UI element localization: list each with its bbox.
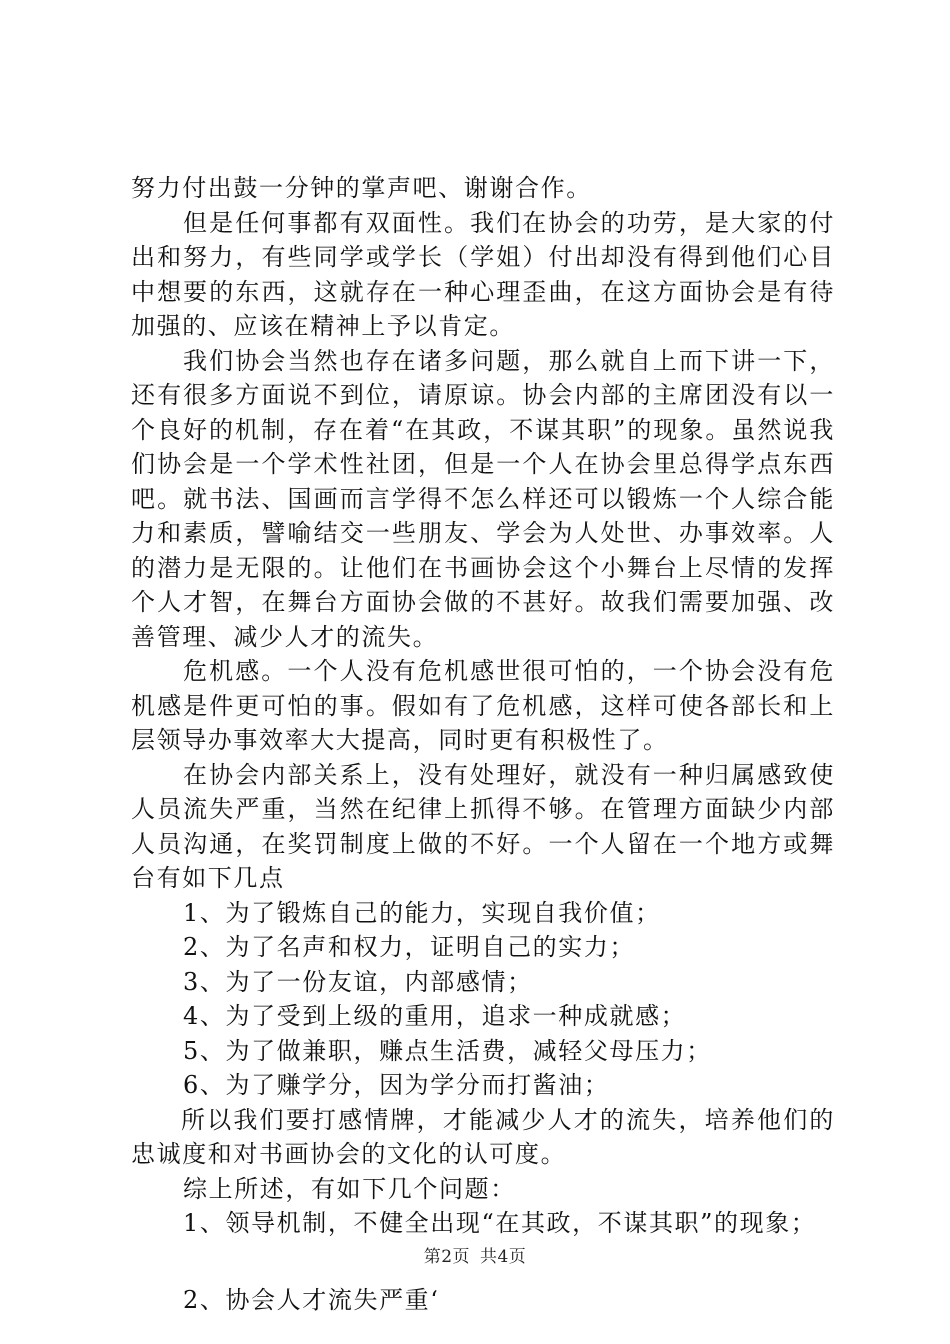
- page-footer: [0, 1242, 950, 1267]
- reason-item: 3、为了一份友谊，内部感情；: [183, 967, 533, 996]
- document-body: [131, 171, 835, 1317]
- paragraph-conclusion: 所以我们要打感情牌，才能减少人才的流失，培养他们的忠诚度和对书画协会的文化的认可度。: [131, 1105, 835, 1168]
- reason-item: 6、为了赚学分，因为学分而打酱油；: [183, 1071, 610, 1099]
- paragraph-internal-relations: 在协会内部关系上，没有处理好，就没有一种归属感致使人员流失严重，当然在纪律上抓得不够。在管理方面缺少内部人员沟通，在奖罚制度上做的不好。一个人留在一个地方或舞台有如下几点: [131, 760, 835, 892]
- paragraph-double-sided: 但是任何事都有双面性。我们在协会的功劳，是大家的付出和努力，有些同学或学长（学姐）付出却没有得到他们心目中想要的东西，这就存在一种心理歪曲，在这方面协会是有待加强的、应该在精神上予以肯定。: [131, 208, 835, 340]
- reason-item: 2、为了名声和权力，证明自己的实力；: [183, 933, 636, 961]
- reason-item: 4、为了受到上级的重用，追求一种成就感；: [183, 1002, 687, 1030]
- paragraph-crisis: 危机感。一个人没有危机感世很可怕的，一个协会没有危机感是件更可怕的事。假如有了危机感，这样可使各部长和上层领导办事效率大大提高，同时更有积极性了。: [131, 657, 835, 754]
- problem-item: 1、领导机制，不健全出现“在其政，不谋其职”的现象；: [183, 1209, 817, 1237]
- paragraph-continuation: 努力付出鼓一分钟的掌声吧、谢谢合作。: [131, 174, 592, 202]
- problem-item: 2、协会人才流失严重‘: [183, 1285, 440, 1314]
- reason-item: 1、为了锻炼自己的能力，实现自我价值；: [183, 898, 661, 927]
- paragraph-problems: 我们协会当然也存在诸多问题，那么就自上而下讲一下，还有很多方面说不到位，请原谅。协会内部的主席团没有以一个良好的机制，存在着“在其政，不谋其职”的现象。虽然说我们协会是一个学术性社团，但是一个人在协会里总得学点东西吧。就书法、国画而言学得不怎么样还可以锻炼一个人综合能力和素质，譬喻结交一些朋友、学会为人处世、办事效率。人的潜力是无限的。让他们在书画协会这个小舞台上尽情的发挥个人才智，在舞台方面协会做的不甚好。故我们需要加强、改善管理、减少人才的流失。: [131, 346, 835, 651]
- page-number: 第2页: [423, 1247, 471, 1267]
- page-total: 共4页: [479, 1247, 527, 1267]
- summary-intro: 综上所述，有如下几个问题：: [183, 1174, 516, 1203]
- reason-item: 5、为了做兼职，赚点生活费，减轻父母压力；: [183, 1036, 712, 1065]
